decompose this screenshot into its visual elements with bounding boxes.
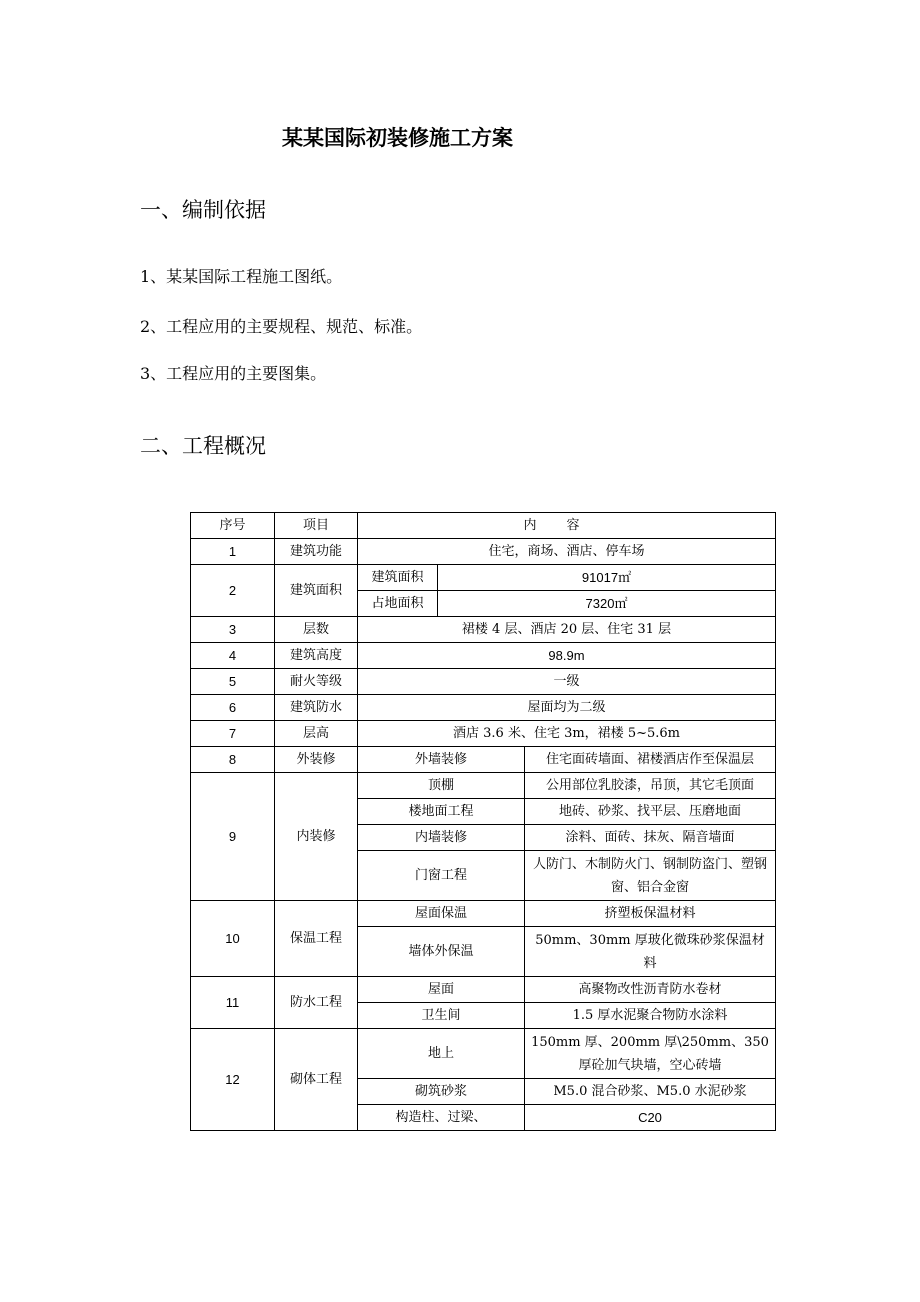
row-item: 砌体工程 xyxy=(275,1029,358,1131)
sub-label: 屋面 xyxy=(358,977,525,1003)
row-no: 1 xyxy=(191,539,275,565)
row-item: 内装修 xyxy=(275,773,358,901)
table-row xyxy=(191,565,776,591)
sub-label: 内墙装修 xyxy=(358,825,525,851)
row-no: 7 xyxy=(191,721,275,747)
table-row xyxy=(191,695,776,721)
header-content: 内容 xyxy=(358,513,776,539)
row-no: 11 xyxy=(191,977,275,1029)
sub-label: 卫生间 xyxy=(358,1003,525,1029)
row-content: 98.9m xyxy=(358,643,776,669)
sub-label: 屋面保温 xyxy=(358,901,525,927)
row-content: 屋面均为二级 xyxy=(358,695,776,721)
table-row xyxy=(191,721,776,747)
table-row xyxy=(191,1029,776,1079)
section-heading-overview: 二、工程概况 xyxy=(140,434,266,458)
table-row xyxy=(191,643,776,669)
sub-value: 91017㎡ xyxy=(438,565,776,591)
row-item: 层高 xyxy=(275,721,358,747)
basis-item-1: 1、某某国际工程施工图纸。 xyxy=(140,267,343,286)
sub-label: 墙体外保温 xyxy=(358,927,525,977)
section-heading-basis: 一、编制依据 xyxy=(140,198,266,222)
header-no: 序号 xyxy=(191,513,275,539)
sub-value: 地砖、砂浆、找平层、压磨地面 xyxy=(525,799,776,825)
table-row xyxy=(191,617,776,643)
row-no: 5 xyxy=(191,669,275,695)
sub-label: 构造柱、过梁、 xyxy=(358,1105,525,1131)
row-item: 保温工程 xyxy=(275,901,358,977)
row-content: 一级 xyxy=(358,669,776,695)
table-row xyxy=(191,669,776,695)
table-row xyxy=(191,539,776,565)
row-item: 建筑功能 xyxy=(275,539,358,565)
row-no: 9 xyxy=(191,773,275,901)
sub-value: 1.5 厚水泥聚合物防水涂料 xyxy=(525,1003,776,1029)
row-no: 10 xyxy=(191,901,275,977)
basis-item-3: 3、工程应用的主要图集。 xyxy=(140,364,327,383)
row-no: 6 xyxy=(191,695,275,721)
row-item: 外装修 xyxy=(275,747,358,773)
row-no: 3 xyxy=(191,617,275,643)
row-item: 建筑高度 xyxy=(275,643,358,669)
document-title: 某某国际初装修施工方案 xyxy=(282,125,513,150)
row-item: 防水工程 xyxy=(275,977,358,1029)
sub-value: 高聚物改性沥青防水卷材 xyxy=(525,977,776,1003)
sub-label: 外墙装修 xyxy=(358,747,525,773)
sub-label: 地上 xyxy=(358,1029,525,1079)
row-no: 4 xyxy=(191,643,275,669)
project-overview-table xyxy=(190,512,776,1131)
sub-value: 涂料、面砖、抹灰、隔音墙面 xyxy=(525,825,776,851)
header-item: 项目 xyxy=(275,513,358,539)
sub-value: 50mm、30mm 厚玻化微珠砂浆保温材料 xyxy=(525,927,776,977)
sub-label: 顶棚 xyxy=(358,773,525,799)
table-row xyxy=(191,747,776,773)
sub-value: 挤塑板保温材料 xyxy=(525,901,776,927)
sub-label: 占地面积 xyxy=(358,591,438,617)
row-no: 2 xyxy=(191,565,275,617)
row-content: 住宅，商场、酒店、停车场 xyxy=(358,539,776,565)
row-item: 耐火等级 xyxy=(275,669,358,695)
sub-value: 公用部位乳胶漆，吊顶，其它毛顶面 xyxy=(525,773,776,799)
table-header-row xyxy=(191,513,776,539)
basis-item-2: 2、工程应用的主要规程、规范、标准。 xyxy=(140,317,423,336)
row-content: 酒店 3.6 米、住宅 3m，裙楼 5~5.6m xyxy=(358,721,776,747)
row-item: 建筑面积 xyxy=(275,565,358,617)
row-item: 层数 xyxy=(275,617,358,643)
row-item: 建筑防水 xyxy=(275,695,358,721)
sub-value: 住宅面砖墙面、裙楼酒店作至保温层 xyxy=(525,747,776,773)
sub-value: C20 xyxy=(525,1105,776,1131)
row-no: 8 xyxy=(191,747,275,773)
sub-value: 7320㎡ xyxy=(438,591,776,617)
sub-value: 150mm 厚、200mm 厚\250mm、350 厚砼加气块墙，空心砖墙 xyxy=(525,1029,776,1079)
sub-label: 门窗工程 xyxy=(358,851,525,901)
sub-value: 人防门、木制防火门、钢制防盗门、塑钢窗、铝合金窗 xyxy=(525,851,776,901)
sub-label: 楼地面工程 xyxy=(358,799,525,825)
sub-label: 建筑面积 xyxy=(358,565,438,591)
table-row xyxy=(191,773,776,799)
row-content: 裙楼 4 层、酒店 20 层、住宅 31 层 xyxy=(358,617,776,643)
table-row xyxy=(191,901,776,927)
sub-label: 砌筑砂浆 xyxy=(358,1079,525,1105)
sub-value: M5.0 混合砂浆、M5.0 水泥砂浆 xyxy=(525,1079,776,1105)
row-no: 12 xyxy=(191,1029,275,1131)
table-row xyxy=(191,977,776,1003)
